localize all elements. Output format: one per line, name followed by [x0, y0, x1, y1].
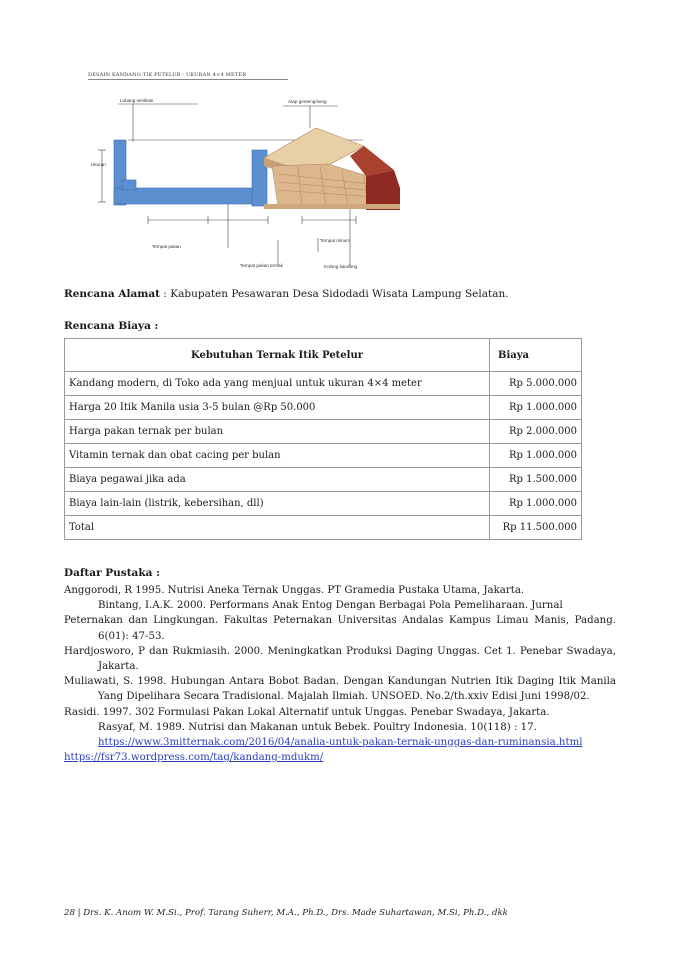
table-row — [65, 372, 582, 396]
reference-link[interactable]: https://www.3mitternak.com/2016/04/analia-untuk-pakan-ternak-unggas-dan-ruminansia.html — [98, 737, 583, 749]
row-cost: Rp 11.500.000 — [490, 516, 582, 540]
reference-item: Rasyaf, M. 1989. Nutrisi dan Makanan untuk Bebek. Poultry Indonesia. 10(118) : 17. — [98, 721, 537, 733]
address-value: : Kabupaten Pesawaran Desa Sidodadi Wisata Lampung Selatan. — [160, 288, 509, 300]
references-list — [64, 583, 616, 765]
table-row — [65, 468, 582, 492]
row-cost: Rp 1.000.000 — [490, 492, 582, 516]
coop-cross-section-diagram — [88, 70, 428, 275]
cost-table-header — [65, 339, 582, 372]
cost-table — [64, 338, 582, 540]
row-cost: Rp 1.000.000 — [490, 444, 582, 468]
reference-item: Hardjosworo, P dan Rukmiasih. 2000. Meningkatkan Produksi Daging Unggas. Cet 1. Penebar Swadaya, Jakarta. — [64, 645, 616, 673]
callout-water: Tempat minum — [320, 238, 351, 243]
address-line — [64, 287, 509, 301]
callout-size: Ukuran — [91, 162, 106, 167]
header-cost: Biaya — [490, 339, 582, 372]
address-label: Rencana Alamat — [64, 288, 161, 300]
page-footer: 28 | Drs. K. Anom W. M.Si., Prof. Tarang Suherr, M.A., Ph.D., Drs. Made Suhartawan, M.Si, Ph.D., dkk — [64, 908, 508, 918]
row-cost: Rp 1.500.000 — [490, 468, 582, 492]
table-row — [65, 444, 582, 468]
reference-item: Muliawati, S. 1998. Hubungan Antara Bobot Badan. Dengan Kandungan Nutrien Itik Daging Itik Manila Yang Dipelihara Secara Tradisional. Majalah Ilmiah. UNSOED. No.2/th.xxiv Edisi Juni 1998/02. — [64, 676, 616, 703]
reference-item: Anggorodi, R 1995. Nutrisi Aneka Ternak Unggas. PT Gramedia Pustaka Utama, Jakarta. — [64, 585, 525, 596]
callout-feeder: Tempat pakan ternak — [240, 263, 283, 268]
callout-underfloor: Kolong kandang — [324, 264, 358, 269]
row-item: Kandang modern, di Toko ada yang menjual untuk ukuran 4×4 meter — [65, 372, 490, 396]
row-item: Biaya pegawai jika ada — [65, 468, 490, 492]
row-item: Harga pakan ternak per bulan — [65, 420, 490, 444]
row-cost: Rp 1.000.000 — [490, 396, 582, 420]
table-row-total — [65, 516, 582, 540]
row-item: Harga 20 Itik Manila usia 3-5 bulan @Rp 50.000 — [65, 396, 490, 420]
callout-feed: Tempat pakan — [152, 244, 181, 249]
coop-design-figure — [88, 70, 428, 275]
reference-item: Rasidi. 1997. 302 Formulasi Pakan Lokal Alternatif untuk Unggas. Penebar Swadaya, Jakarta. — [64, 706, 550, 718]
row-cost: Rp 5.000.000 — [490, 372, 582, 396]
header-item: Kebutuhan Ternak Itik Petelur — [65, 339, 490, 372]
reference-link[interactable]: https://fsr73.wordpress.com/tag/kandang-mdukm/ — [64, 752, 324, 764]
reference-item: Peternakan dan Lingkungan. Fakultas Peternakan Universitas Andalas Kampus Limau Manis, Padang. 6(01): 47-53. — [64, 615, 616, 642]
table-row — [65, 396, 582, 420]
row-item: Biaya lain-lain (listrik, kebersihan, dll) — [65, 492, 490, 516]
figure-title: DESAIN KANDANG TIK PETELUR - UKURAN 4×4 METER — [88, 72, 247, 78]
row-cost: Rp 2.000.000 — [490, 420, 582, 444]
table-row — [65, 420, 582, 444]
references-title: Daftar Pustaka : — [64, 567, 160, 579]
reference-item: Bintang, I.A.K. 2000. Performans Anak Entog Dengan Berbagai Pola Pemeliharaan. Jurnal — [98, 600, 563, 612]
callout-roof: Atap genteng/seng — [288, 99, 327, 104]
row-item: Vitamin ternak dan obat cacing per bulan — [65, 444, 490, 468]
row-item: Total — [65, 516, 490, 540]
callout-ventilation: Lubang ventilasi — [120, 98, 154, 103]
cost-plan-label: Rencana Biaya : — [64, 320, 159, 332]
table-row — [65, 492, 582, 516]
